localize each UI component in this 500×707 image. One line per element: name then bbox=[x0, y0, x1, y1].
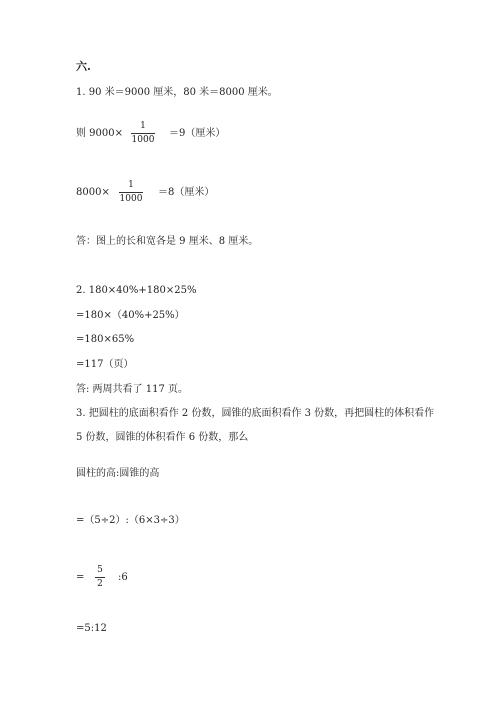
q3-line4: =（5÷2）:（6×3÷3） bbox=[76, 515, 185, 526]
fraction-2 bbox=[119, 180, 143, 205]
q3-line1: 3. 把圆柱的底面积看作 2 份数，圆锥的底面积看作 3 份数，再把圆柱的体积看作 bbox=[76, 408, 435, 419]
q1-line2-suffix: ＝9（厘米） bbox=[169, 128, 226, 139]
fraction-1-numerator: 1 bbox=[140, 121, 146, 131]
q2-answer: 答: 两周共看了 117 页。 bbox=[76, 384, 188, 395]
q2-line4: =117（页） bbox=[76, 359, 134, 370]
fraction-3-denominator: 2 bbox=[97, 579, 103, 589]
fraction-1 bbox=[131, 121, 155, 146]
q3-line6: =5:12 bbox=[76, 623, 107, 634]
q3-line5-suffix: :6 bbox=[118, 572, 128, 583]
q1-line2-prefix: 则 9000× bbox=[76, 128, 124, 139]
fraction-3-bar bbox=[95, 577, 105, 578]
fraction-2-denominator: 1000 bbox=[119, 194, 143, 204]
fraction-1-bar bbox=[131, 133, 155, 134]
q1-answer: 答：图上的长和宽各是 9 厘米、8 厘米。 bbox=[76, 236, 259, 247]
q1-line3-prefix: 8000× bbox=[76, 187, 110, 198]
q1-line1: 1. 90 米＝9000 厘米，80 米＝8000 厘米。 bbox=[76, 87, 278, 98]
fraction-2-numerator: 1 bbox=[128, 180, 134, 190]
fraction-2-bar bbox=[119, 192, 143, 193]
q3-line3: 圆柱的高:圆锥的高 bbox=[76, 468, 160, 479]
q2-line1: 2. 180×40%+180×25% bbox=[76, 285, 197, 296]
q1-line3-suffix: ＝8（厘米） bbox=[158, 187, 215, 198]
fraction-3 bbox=[95, 565, 105, 590]
fraction-1-denominator: 1000 bbox=[131, 135, 155, 145]
q3-line2: 5 份数，圆锥的体积看作 6 份数，那么 bbox=[76, 432, 249, 443]
q2-line2: =180×（40%+25%） bbox=[76, 310, 185, 321]
q2-line3: =180×65% bbox=[76, 334, 135, 345]
fraction-3-numerator: 5 bbox=[97, 565, 103, 575]
q3-line5-prefix: = bbox=[76, 572, 85, 583]
section-title: 六. bbox=[76, 60, 91, 73]
